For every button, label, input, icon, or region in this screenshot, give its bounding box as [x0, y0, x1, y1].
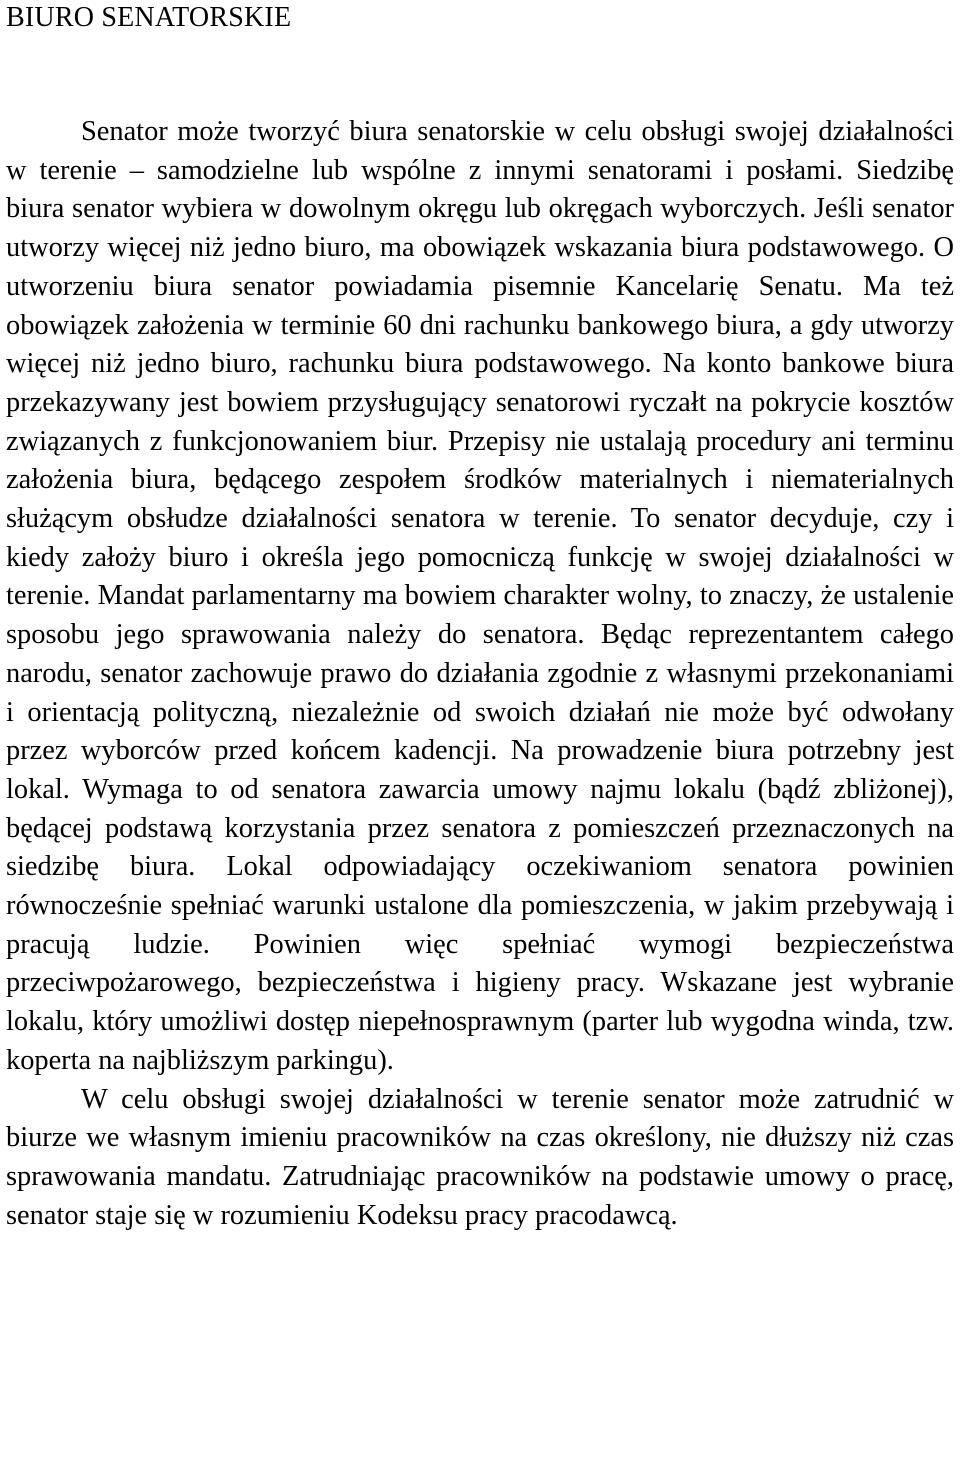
document-title: BIURO SENATORSKIE: [6, 2, 292, 33]
document-page: [6, 0, 954, 1235]
paragraph-1: Senator może tworzyć biura senatorskie w celu obsługi swojej działalności w terenie – samodzielne lub wspólne z innymi senatorami i posłami. Siedzibę biura senator wybiera w dowolnym okręgu lub okręgach wyborczych. Jeśli senator utworzy więcej niż jedno biuro, ma obowiązek wskazania biura podstawowego. O utworzeniu biura senator powiadamia pisemnie Kancelarię Senatu. Ma też obowiązek założenia w terminie 60 dni rachunku bankowego biura, a gdy utworzy więcej niż jedno biuro, rachunku biura podstawowego. Na konto bankowe biura przekazywany jest bowiem przysługujący senatorowi ryczałt na pokrycie kosztów związanych z funkcjonowaniem biur. Przepisy nie ustalają procedury ani terminu założenia biura, będącego zespołem środków materialnych i niematerialnych służącym obsłudze działalności senatora w terenie. To senator decyduje, czy i kiedy założy biuro i określa jego pomocniczą funkcję w swojej działalności w terenie. Mandat parlamentarny ma bowiem charakter wolny, to znaczy, że ustalenie sposobu jego sprawowania należy do senatora. Będąc reprezentantem całego narodu, senator zachowuje prawo do działania zgodnie z własnymi przekonaniami i orientacją polityczną, niezależnie od swoich działań nie może być odwołany przez wyborców przed końcem kadencji. Na prowadzenie biura potrzebny jest lokal. Wymaga to od senatora zawarcia umowy najmu lokalu (bądź zbliżonej), będącej podstawą korzystania przez senatora z pomieszczeń przeznaczonych na siedzibę biura. Lokal odpowiadający oczekiwaniom senatora powinien równocześnie spełniać warunki ustalone dla pomieszczenia, w jakim przebywają i pracują ludzie. Powinien więc spełniać wymogi bezpieczeństwa przeciwpożarowego, bezpieczeństwa i higieny pracy. Wskazane jest wybranie lokalu, który umożliwi dostęp niepełnosprawnym (parter lub wygodna winda, tzw. koperta na najbliższym parkingu).: [6, 116, 954, 1076]
paragraph-2: W celu obsługi swojej działalności w terenie senator może zatrudnić w biurze we własnym imieniu pracowników na czas określony, nie dłuższy niż czas sprawowania mandatu. Zatrudniając pracowników na podstawie umowy o pracę, senator staje się w rozumieniu Kodeksu pracy pracodawcą.: [6, 1083, 954, 1231]
